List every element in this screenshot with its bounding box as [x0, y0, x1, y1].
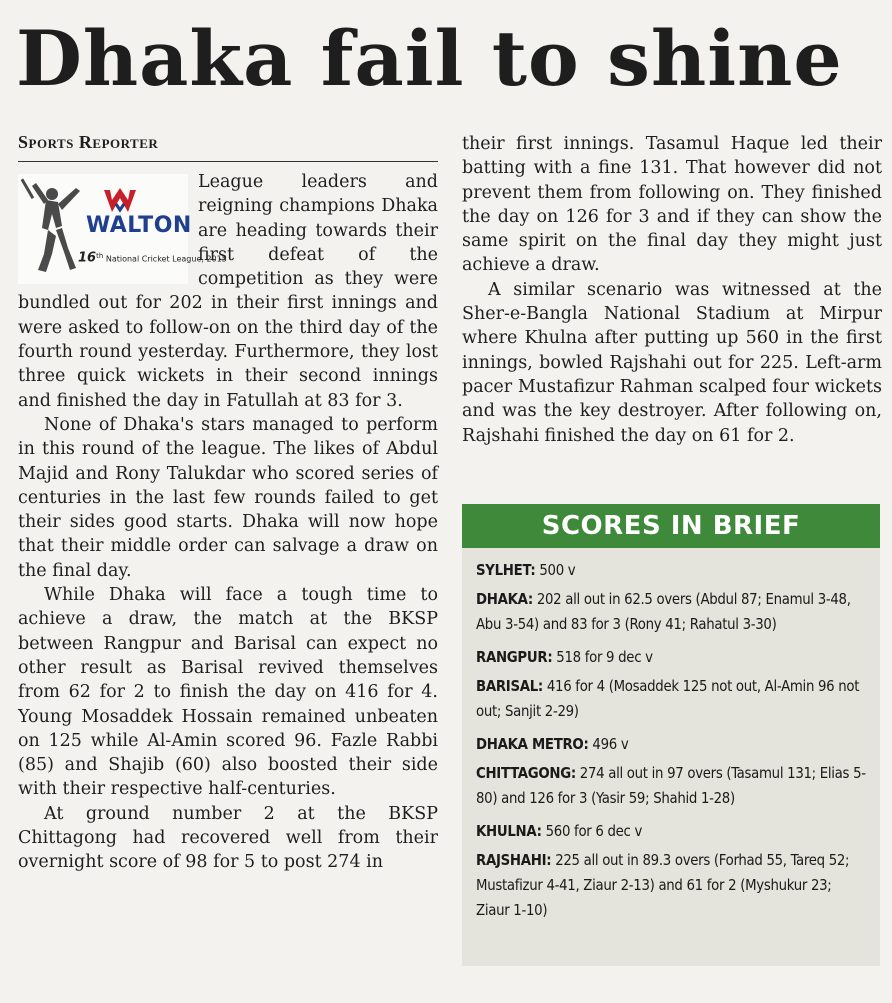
article-column-right	[462, 132, 882, 448]
score-entry	[476, 732, 868, 757]
article-paragraph: A similar scenario was witnessed at the Sher-e-Bangla National Stadium at Mirpur where Khulna after putting up 560 in the first innings, bowled Rajshahi out for 225. Left-arm pacer Mustafizur Rahman scalped four wickets and was the key destroyer. After following on, Rajshahi finished the day on 61 for 2.	[462, 279, 882, 446]
article-paragraph: While Dhaka will face a tough time to achieve a draw, the match at the BKSP between Rangpur and Barisal can expect no other result as Barisal revived themselves from 62 for 2 to finish the day on 416 for 4. Young Mosaddek Hossain remained unbeaten on 125 while Al-Amin scored 96. Fazle Rabbi (85) and Shajib (60) also boosted their side with their respective half-centuries.	[18, 585, 438, 800]
score-entry	[476, 645, 868, 670]
walton-ncl-logo	[18, 174, 227, 284]
scores-list	[462, 548, 880, 923]
article-paragraph: None of Dhaka's stars managed to perform in this round of the league. The likes of Abdul Majid and Rony Talukdar who scored series of centuries in the last few rounds failed to get their sides good starts. Dhaka will now hope that their middle order can salvage a draw on the final day.	[18, 414, 438, 581]
logo-caption-suffix: th	[96, 252, 104, 260]
score-entry	[476, 761, 868, 811]
score-detail: 518 for 9 dec v	[552, 649, 653, 666]
article-paragraph: their first innings. Tasamul Haque led their batting with a fine 131. That however did not prevent them from following on. They finished the day on 126 for 3 and if they can show the same spirit on the final day they might just achieve a draw.	[462, 134, 882, 276]
score-team: CHITTAGONG:	[476, 765, 576, 782]
score-team: RAJSHAHI:	[476, 852, 552, 869]
score-detail: 274 all out in 97 overs (Tasamul 131; Elias 5-80) and 126 for 3 (Yasir 59; Shahid 1-28)	[476, 765, 866, 807]
score-detail: 416 for 4 (Mosaddek 125 not out, Al-Amin 96 not out; Sanjit 2-29)	[476, 678, 860, 720]
logo-caption-text: National Cricket League, 2015	[105, 254, 227, 264]
scores-in-brief-box	[462, 504, 880, 966]
score-team: SYLHET:	[476, 562, 536, 579]
score-entry	[476, 558, 868, 583]
score-detail: 202 all out in 62.5 overs (Abdul 87; Enamul 3-48, Abu 3-54) and 83 for 3 (Rony 41; Rahatul 3-30)	[476, 591, 851, 633]
score-detail: 496 v	[588, 736, 629, 753]
score-team: DHAKA METRO:	[476, 736, 589, 753]
logo-caption-number: 16	[78, 250, 97, 266]
score-detail: 500 v	[535, 562, 576, 579]
logo-brand: WALTON	[86, 213, 192, 238]
score-team: RANGPUR:	[476, 649, 553, 666]
score-entry	[476, 848, 868, 923]
article-paragraph: At ground number 2 at the BKSP Chittagong had recovered well from their overnight score of 98 for 5 to post 274 in	[18, 803, 438, 873]
byline-rule	[18, 161, 438, 162]
article-paragraph: League leaders and reigning champions Dhaka are heading towards their first defeat of the competition as they were bundled out for 202 in their first innings and were asked to follow-on on the third day of the fourth round yesterday. Furthermore, they lost three quick wickets in their second innings and finished the day in Fatullah at 83 for 3.	[18, 172, 438, 411]
logo-caption	[78, 244, 227, 272]
score-detail: 225 all out in 89.3 overs (Forhad 55, Tareq 52; Mustafizur 4-41, Ziaur 2-13) and 61 for 2 (Myshukur 23; Ziaur 1-10)	[476, 852, 850, 919]
headline: Dhaka fail to shine	[16, 14, 843, 103]
score-entry	[476, 819, 868, 844]
score-detail: 560 for 6 dec v	[541, 823, 643, 840]
article-column-left	[18, 170, 438, 875]
score-entry	[476, 587, 868, 637]
byline: Sports Reporter	[18, 132, 159, 152]
score-team: BARISAL:	[476, 678, 543, 695]
score-team: DHAKA:	[476, 591, 533, 608]
scores-in-brief-title: SCORES IN BRIEF	[462, 504, 880, 548]
score-team: KHULNA:	[476, 823, 542, 840]
score-entry	[476, 674, 868, 724]
